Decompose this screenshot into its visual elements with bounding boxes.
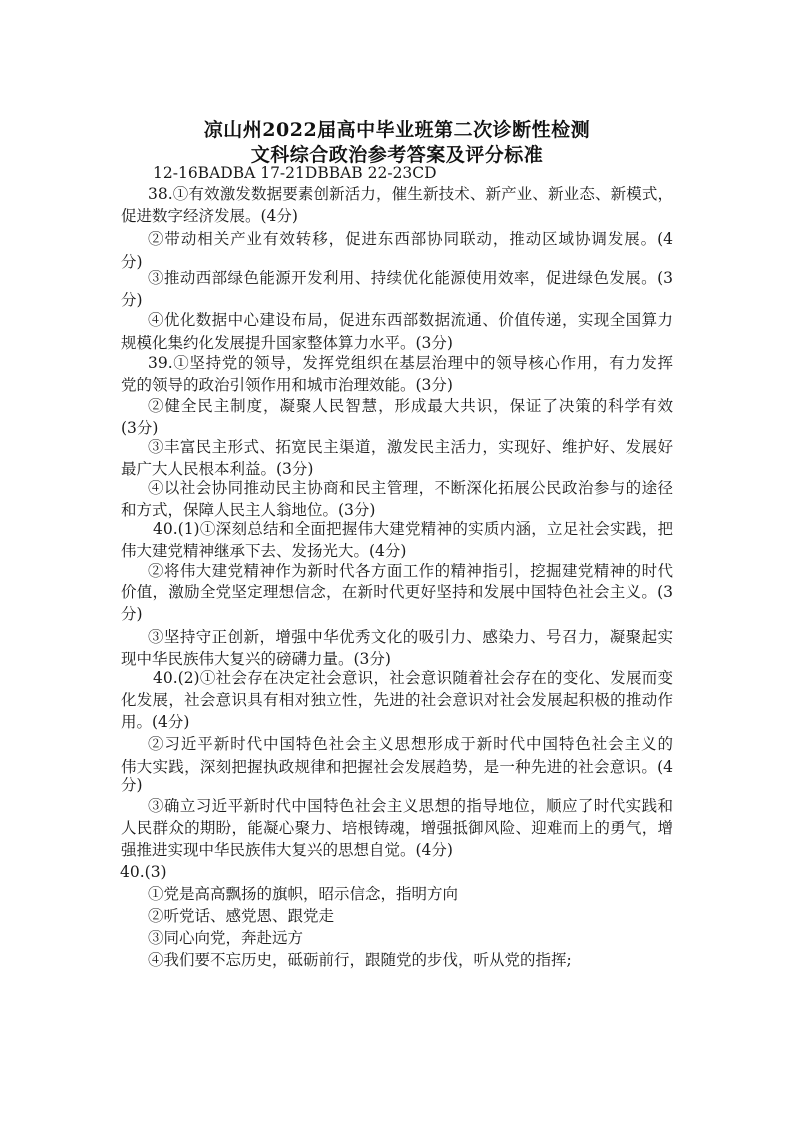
q40-2-point1-line2: 化发展，社会意识具有相对独立性，先进的社会意识对社会发展起积极的推动作 [121,691,673,709]
q38-point4-line1: ④优化数据中心建设布局，促进东西部数据流通、价值传递，实现全国算力 [148,311,673,329]
q40-1-point2-line1: ②将伟大建党精神作为新时代各方面工作的精神指引，挖掘建党精神的时代 [148,562,673,580]
q40-3-item: ①党是高高飘扬的旗帜，昭示信念，指明方向 [148,885,459,903]
q39-point1-line1: 39.①坚持党的领导，发挥党组织在基层治理中的领导核心作用，有力发挥 [148,354,673,372]
q40-3-item: ③同心向党，奔赴远方 [148,929,304,947]
q38-point2-line2: 分) [121,253,143,271]
q40-3-item: ②听党话、感党恩、跟党走 [148,907,335,925]
q40-1-point3-line2: 现中华民族伟大复兴的磅礴力量。(3分) [121,650,391,668]
document-title: 凉山州2022届高中毕业班第二次诊断性检测 [203,119,591,141]
q40-2-point3-line1: ③确立习近平新时代中国特色社会主义思想的指导地位，顺应了时代实践和 [148,797,673,815]
q40-3-item: ④我们要不忘历史，砥砺前行，跟随党的步伐，听从党的指挥; [148,951,572,969]
document-subtitle: 文科综合政治参考答案及评分标准 [250,144,544,166]
q40-1-point1-line1: 40.(1)①深刻总结和全面把握伟大建党精神的实质内涵，立足社会实践，把 [153,520,673,538]
q39-point2-line1: ②健全民主制度，凝聚人民智慧，形成最大共识，保证了决策的科学有效 [148,397,673,415]
q40-1-point1-line2: 伟大建党精神继承下去、发扬光大。(4分) [121,542,407,560]
q40-1-point2-line2: 价值，激励全党坚定理想信念，在新时代更好坚持和发展中国特色社会主义。(3 [121,583,673,601]
q40-1-point3-line1: ③坚持守正创新，增强中华优秀文化的吸引力、感染力、号召力，凝聚起实 [148,628,673,646]
q40-2-point2-line2: 伟大实践，深刻把握执政规律和把握社会发展趋势，是一种先进的社会意识。(4 [121,758,673,776]
q38-point1-line1: 38.①有效激发数据要素创新活力，催生新技术、新产业、新业态、新模式， [148,185,673,203]
q38-point2-line1: ②带动相关产业有效转移，促进东西部协同联动，推动区域协调发展。(4 [148,230,673,248]
q38-point3-line2: 分) [121,291,143,309]
q38-point4-line2: 规模化集约化发展提升国家整体算力水平。(3分) [121,334,453,352]
q40-2-point2-line3: 分) [121,776,143,794]
q39-point4-line2: 和方式，保障人民主人翁地位。(3分) [121,501,376,519]
q38-point1-line2: 促进数字经济发展。(4分) [121,207,298,225]
q40-2-point1-line1: 40.(2)①社会存在决定社会意识，社会意识随着社会存在的变化、发展而变 [153,669,673,687]
q39-point4-line1: ④以社会协同推动民主协商和民主管理，不断深化拓展公民政治参与的途径 [148,479,673,497]
q40-2-point3-line2: 人民群众的期盼，能凝心聚力、培根铸魂，增强抵御风险、迎难而上的勇气，增 [121,819,673,837]
q39-point1-line2: 党的领导的政治引领作用和城市治理效能。(3分) [121,376,453,394]
q39-point3-line1: ③丰富民主形式、拓宽民主渠道，激发民主活力，实现好、维护好、发展好 [148,438,673,456]
choice-answers: 12-16BADBA 17-21DBBAB 22-23CD [153,164,437,182]
q40-2-point3-line3: 强推进实现中华民族伟大复兴的思想自觉。(4分) [121,841,453,859]
q40-2-point1-line3: 用。(4分) [121,713,190,731]
q39-point2-line2: (3分) [121,419,159,437]
q39-point3-line2: 最广大人民根本利益。(3分) [121,460,314,478]
q38-point3-line1: ③推动西部绿色能源开发利用、持续优化能源使用效率，促进绿色发展。(3 [148,269,673,287]
q40-2-point2-line1: ②习近平新时代中国特色社会主义思想形成于新时代中国特色社会主义的 [148,735,673,753]
q40-3-heading: 40.(3) [120,863,167,881]
q40-1-point2-line3: 分) [121,605,143,623]
